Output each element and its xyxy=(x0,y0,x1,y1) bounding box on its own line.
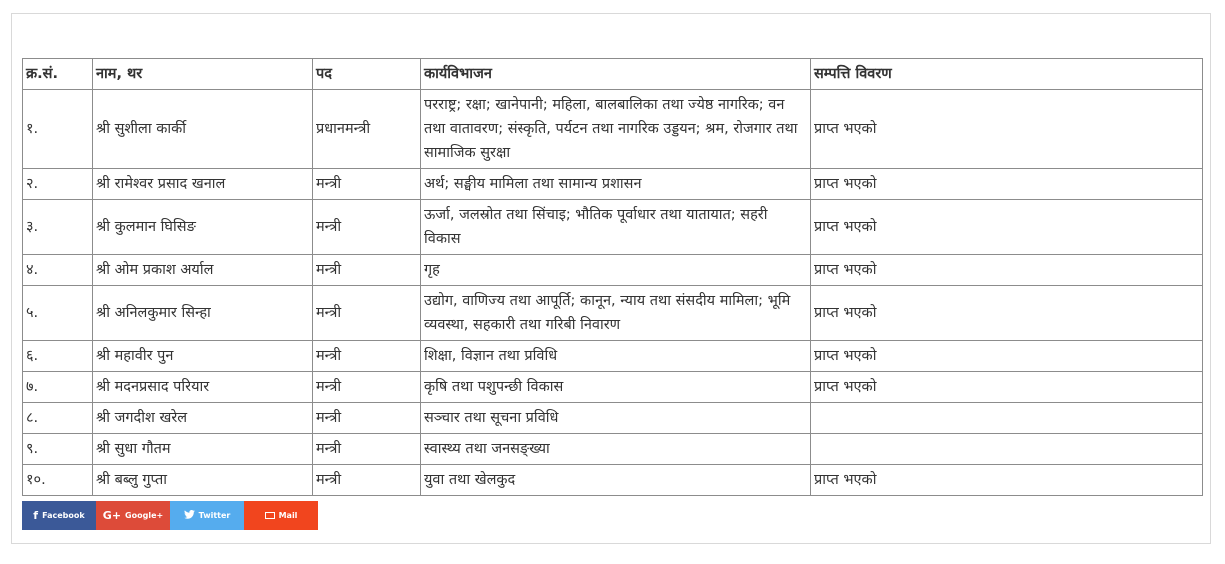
facebook-share-button[interactable] xyxy=(22,501,96,530)
header-serial: क्र.सं. xyxy=(23,59,93,90)
facebook-icon: f xyxy=(33,509,39,522)
cell-serial: ३. xyxy=(23,200,93,255)
table-row xyxy=(23,341,1203,372)
table-row xyxy=(23,372,1203,403)
table-row xyxy=(23,286,1203,341)
cell-serial: १०. xyxy=(23,465,93,496)
google-plus-share-button[interactable] xyxy=(96,501,170,530)
facebook-label: Facebook xyxy=(42,511,85,520)
cell-name: श्री सुधा गौतम xyxy=(93,434,313,465)
cell-property: प्राप्त भएको xyxy=(811,255,1203,286)
cell-position: मन्त्री xyxy=(313,200,421,255)
cell-name: श्री बब्लु गुप्ता xyxy=(93,465,313,496)
cell-property: प्राप्त भएको xyxy=(811,90,1203,169)
cell-name: श्री कुलमान घिसिङ xyxy=(93,200,313,255)
cell-position: प्रधानमन्त्री xyxy=(313,90,421,169)
cell-position: मन्त्री xyxy=(313,465,421,496)
mail-label: Mail xyxy=(278,511,298,520)
cell-position: मन्त्री xyxy=(313,403,421,434)
cell-portfolio: शिक्षा, विज्ञान तथा प्रविधि xyxy=(421,341,811,372)
envelope-icon xyxy=(265,512,275,519)
table-row xyxy=(23,255,1203,286)
cell-name: श्री जगदीश खरेल xyxy=(93,403,313,434)
cell-position: मन्त्री xyxy=(313,169,421,200)
twitter-bird-icon xyxy=(184,510,195,521)
cell-property: प्राप्त भएको xyxy=(811,169,1203,200)
cell-portfolio: परराष्ट्र; रक्षा; खानेपानी; महिला, बालबालिका तथा ज्येष्ठ नागरिक; वन तथा वातावरण; संस्कृति, पर्यटन तथा नागरिक उड्डयन; श्रम, रोजगार तथा सामाजिक सुरक्षा xyxy=(421,90,811,169)
google-plus-icon: G+ xyxy=(102,509,122,522)
cell-portfolio: सञ्चार तथा सूचना प्रविधि xyxy=(421,403,811,434)
cell-position: मन्त्री xyxy=(313,434,421,465)
table-row xyxy=(23,434,1203,465)
table-row xyxy=(23,200,1203,255)
cell-position: मन्त्री xyxy=(313,286,421,341)
cell-serial: २. xyxy=(23,169,93,200)
header-position: पद xyxy=(313,59,421,90)
cell-name: श्री ओम प्रकाश अर्याल xyxy=(93,255,313,286)
cell-portfolio: ऊर्जा, जलस्रोत तथा सिंचाइ; भौतिक पूर्वाधार तथा यातायात; सहरी विकास xyxy=(421,200,811,255)
cell-serial: ४. xyxy=(23,255,93,286)
header-name: नाम, थर xyxy=(93,59,313,90)
cell-serial: ९. xyxy=(23,434,93,465)
table-row xyxy=(23,465,1203,496)
share-buttons xyxy=(22,501,318,530)
ministers-table xyxy=(22,58,1203,496)
cell-portfolio: स्वास्थ्य तथा जनसङ्ख्या xyxy=(421,434,811,465)
cell-portfolio: कृषि तथा पशुपन्छी विकास xyxy=(421,372,811,403)
cell-portfolio: युवा तथा खेलकुद xyxy=(421,465,811,496)
cell-name: श्री सुशीला कार्की xyxy=(93,90,313,169)
cell-name: श्री अनिलकुमार सिन्हा xyxy=(93,286,313,341)
header-portfolio: कार्यविभाजन xyxy=(421,59,811,90)
cell-property: प्राप्त भएको xyxy=(811,372,1203,403)
twitter-label: Twitter xyxy=(198,511,231,520)
cell-serial: ६. xyxy=(23,341,93,372)
cell-name: श्री रामेश्वर प्रसाद खनाल xyxy=(93,169,313,200)
cell-property: प्राप्त भएको xyxy=(811,341,1203,372)
cell-serial: ८. xyxy=(23,403,93,434)
cell-position: मन्त्री xyxy=(313,372,421,403)
cell-serial: ७. xyxy=(23,372,93,403)
cell-property: प्राप्त भएको xyxy=(811,465,1203,496)
table-row xyxy=(23,169,1203,200)
twitter-share-button[interactable] xyxy=(170,501,244,530)
mail-share-button[interactable] xyxy=(244,501,318,530)
cell-position: मन्त्री xyxy=(313,341,421,372)
cell-serial: १. xyxy=(23,90,93,169)
cell-portfolio: उद्योग, वाणिज्य तथा आपूर्ति; कानून, न्याय तथा संसदीय मामिला; भूमि व्यवस्था, सहकारी तथा गरिबी निवारण xyxy=(421,286,811,341)
table-row xyxy=(23,90,1203,169)
google-plus-label: Google+ xyxy=(125,511,164,520)
cell-property xyxy=(811,403,1203,434)
cell-name: श्री महावीर पुन xyxy=(93,341,313,372)
cell-serial: ५. xyxy=(23,286,93,341)
cell-name: श्री मदनप्रसाद परियार xyxy=(93,372,313,403)
cell-position: मन्त्री xyxy=(313,255,421,286)
table-header-row xyxy=(23,59,1203,90)
cell-portfolio: अर्थ; सङ्घीय मामिला तथा सामान्य प्रशासन xyxy=(421,169,811,200)
cell-property: प्राप्त भएको xyxy=(811,200,1203,255)
cell-portfolio: गृह xyxy=(421,255,811,286)
cell-property: प्राप्त भएको xyxy=(811,286,1203,341)
header-property-details: सम्पत्ति विवरण xyxy=(811,59,1203,90)
table-row xyxy=(23,403,1203,434)
cell-property xyxy=(811,434,1203,465)
